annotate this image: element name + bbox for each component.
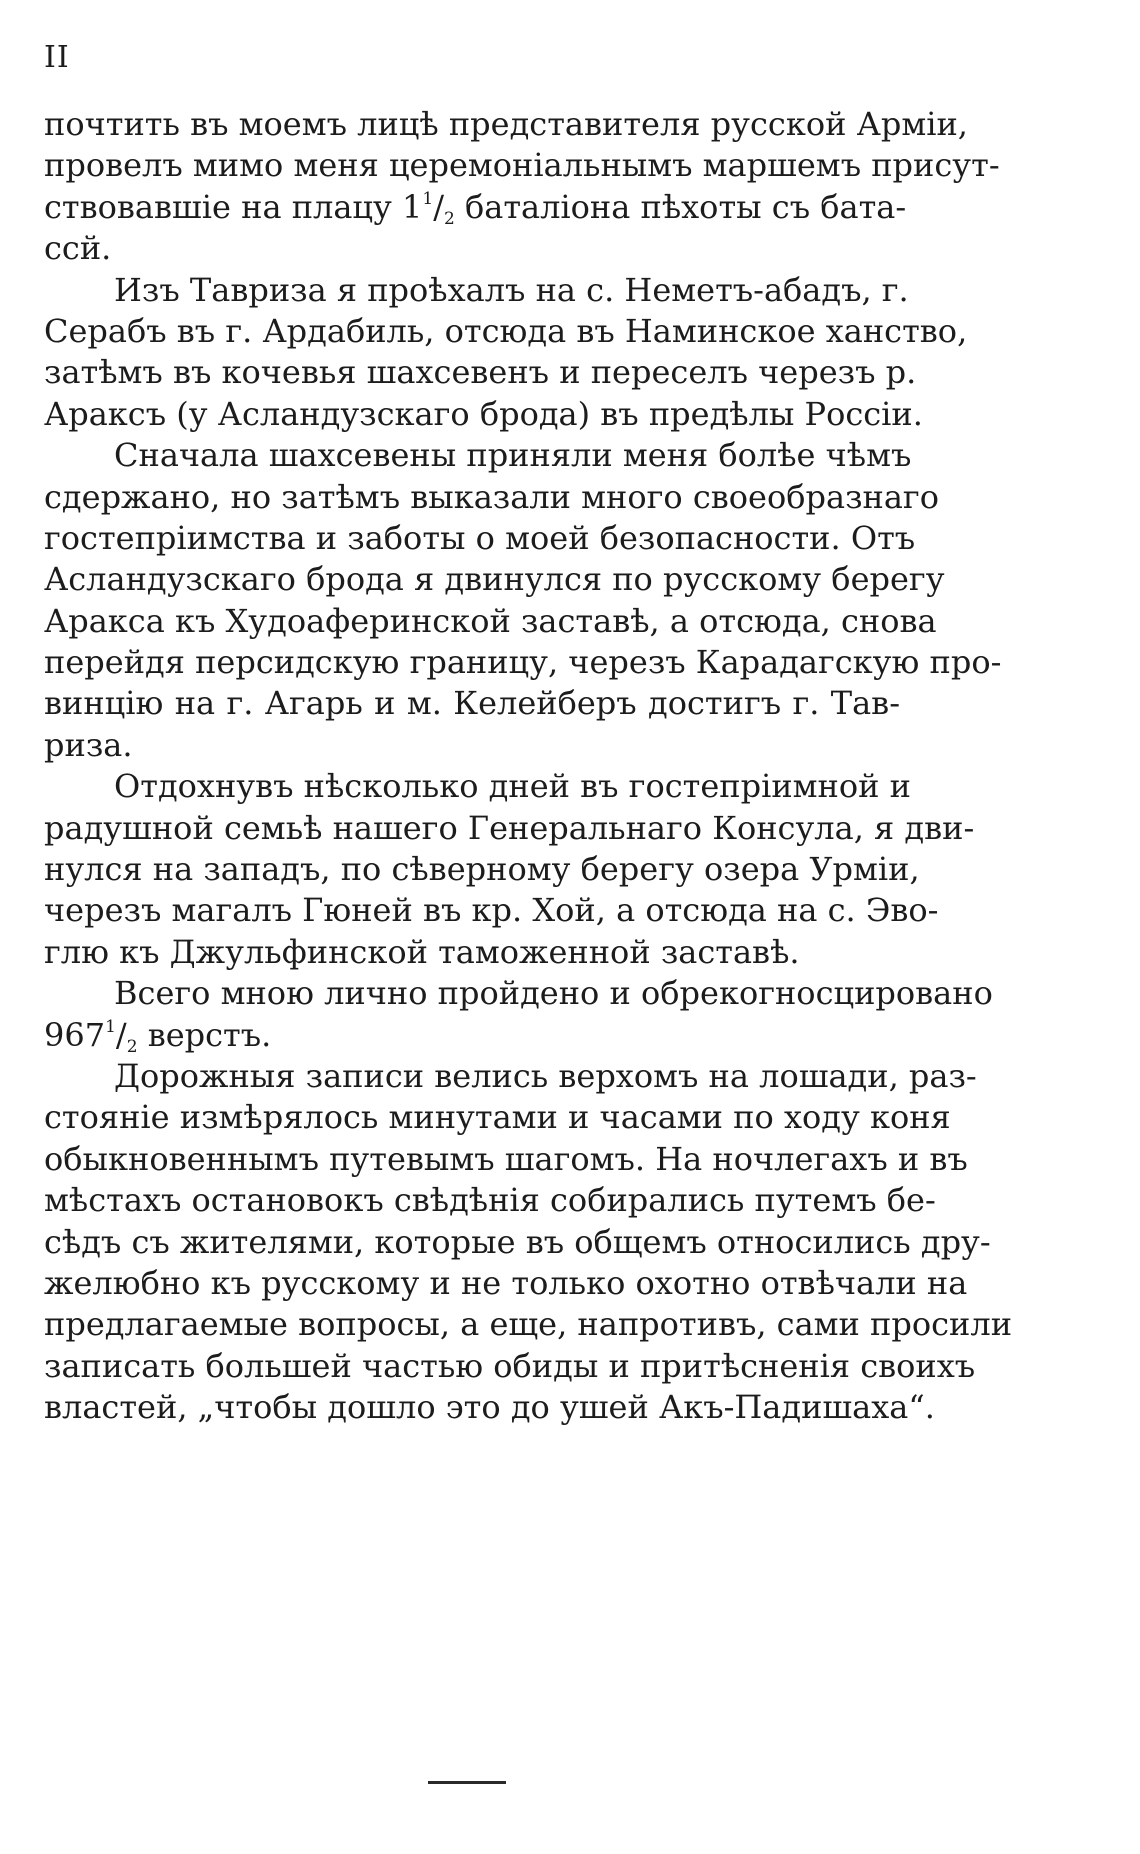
text-line: Всего мною лично пройдено и обрекогносцировано: [114, 974, 993, 1013]
text-line-with-fraction: [44, 1015, 900, 1056]
fraction-denominator: 2: [443, 208, 455, 229]
text-line: нулся на западъ, по сѣверному берегу озера Урміи,: [44, 850, 920, 889]
text-line: глю къ Джульфинской таможенной заставѣ.: [44, 932, 800, 971]
paragraph: [44, 104, 1000, 270]
text-line: провелъ мимо меня церемоніальнымъ маршемъ присут-: [44, 146, 1000, 185]
text-line: обыкновеннымъ путевымъ шагомъ. На ночлегахъ и въ: [44, 1139, 968, 1178]
text-line: черезъ магалъ Гюней въ кр. Хой, а отсюда на с. Эво-: [44, 891, 939, 930]
text-line: Аракса къ Худоаферинской заставѣ, а отсюда, снова: [44, 601, 937, 640]
paragraph: [44, 973, 993, 1057]
text-line: Отдохнувъ нѣсколько дней въ гостепріимной и: [114, 767, 911, 806]
text-line: стояніе измѣрялось минутами и часами по ходу коня: [44, 1098, 951, 1137]
text-line: властей, „чтобы дошло это до ушей Акъ-Падишаха“.: [44, 1388, 935, 1427]
text-line-with-fraction: [44, 187, 907, 229]
text-line: перейдя персидскую границу, черезъ Карадагскую про-: [44, 643, 1002, 682]
text-segment: верстъ.: [147, 1015, 272, 1054]
text-line: мѣстахъ остановокъ свѣдѣнія собирались путемъ бе-: [44, 1181, 936, 1220]
text-line: Сначала шахсевены приняли меня болѣе чѣмъ: [114, 436, 912, 475]
body-text: [44, 104, 1013, 1429]
paragraph: [44, 270, 968, 436]
paragraph: [44, 435, 1002, 766]
paragraph: [44, 1056, 1013, 1429]
text-line: предлагаемые вопросы, а еще, напротивъ, сами просили: [44, 1305, 1013, 1344]
text-line: сдержано, но затѣмъ выказали много своеобразнаго: [44, 477, 939, 516]
text-line: Серабъ въ г. Ардабиль, отсюда въ Наминское ханство,: [44, 311, 968, 350]
paragraph: [44, 766, 975, 973]
fraction-denominator: 2: [126, 1036, 138, 1057]
text-segment: ствовавшіе на плацу: [44, 187, 392, 226]
text-line: затѣмъ въ кочевья шахсевенъ и переселъ черезъ р.: [44, 353, 917, 392]
text-line: Асландузскаго брода я двинулся по русскому берегу: [44, 560, 945, 599]
text-line: риза.: [44, 725, 133, 764]
text-line: радушной семьѣ нашего Генеральнаго Консула, я дви-: [44, 808, 975, 847]
text-line: винцію на г. Агарь и м. Келейберъ достигъ г. Тав-: [44, 684, 900, 723]
text-line: Изъ Тавриза я проѣхалъ на с. Неметъ-абадъ, г.: [114, 270, 909, 309]
text-line: гостепріимства и заботы о моей безопасности. Отъ: [44, 518, 916, 557]
fraction: $1^1/_2$: [402, 187, 455, 229]
end-of-section-rule: [428, 1781, 506, 1784]
fraction-whole: 967: [44, 1015, 106, 1054]
text-segment: баталіона пѣхоты съ бата-: [464, 187, 907, 226]
text-line: ссй.: [44, 229, 112, 268]
text-line: Араксъ (у Асландузскаго брода) въ предѣлы Россіи.: [44, 394, 923, 433]
fraction-numerator: 1: [105, 1016, 116, 1037]
text-line: желюбно къ русскому и не только охотно отвѣчали на: [44, 1263, 968, 1302]
text-line: почтить въ моемъ лицѣ представителя русской Арміи,: [44, 105, 968, 143]
text-line: Дорожныя записи велись верхомъ на лошади, раз-: [114, 1056, 977, 1095]
text-line: записать большей частью обиды и притѣсненія своихъ: [44, 1346, 976, 1385]
fraction-numerator: 1: [422, 188, 434, 209]
page-number: II: [44, 40, 70, 75]
text-line: сѣдъ съ жителями, которые въ общемъ относились дру-: [44, 1222, 991, 1261]
fraction: $967^1/_2$: [44, 1015, 138, 1057]
fraction-whole: 1: [402, 187, 423, 226]
